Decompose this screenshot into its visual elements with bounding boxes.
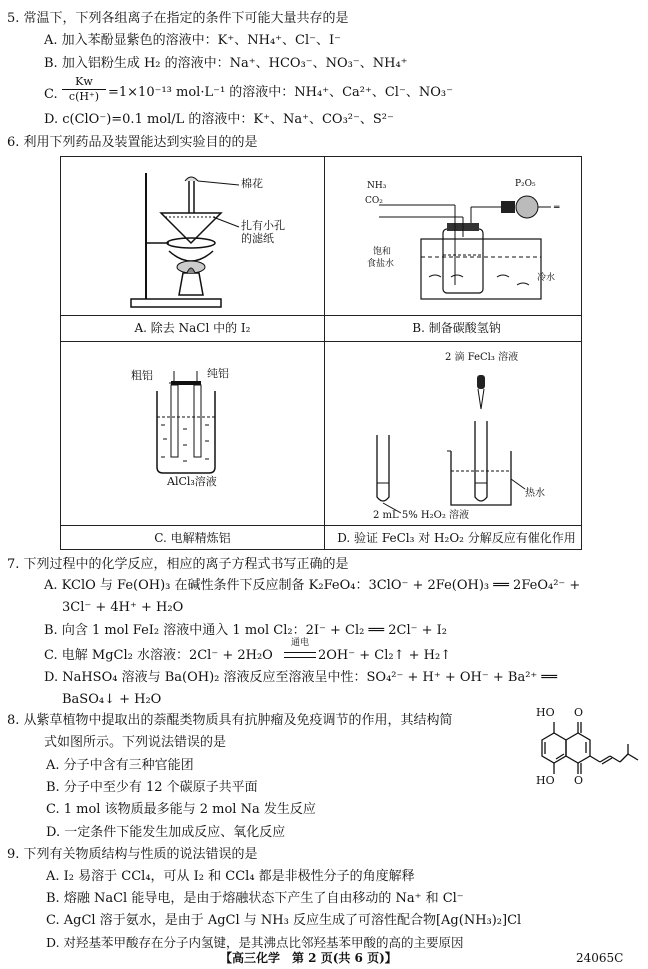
label-o-bottom: O (574, 774, 584, 787)
q7-option-c-left: C. 电解 MgCl₂ 水溶液：2Cl⁻ + 2H₂O (44, 648, 273, 663)
q7-electrolysis-condition: 通电 (290, 638, 309, 648)
q8-structure-formula (520, 704, 642, 824)
label-saturated: 饱和 (373, 247, 392, 257)
q8-option-c: C. 1 mol 该物质最多能与 2 mol Na 发生反应 (46, 802, 316, 817)
q8-stem-line1: 8. 从紫草植物中提取出的萘醌类物质具有抗肿瘤及免疫调节的作用，其结构简 (7, 713, 453, 728)
figure-d-catalysis (341, 347, 571, 522)
label-filter-paper-1: 扎有小孔 (241, 219, 285, 232)
q5-option-d: D. c(ClO⁻)=0.1 mol/L 的溶液中：K⁺、Na⁺、CO₃²⁻、S²⁻ (44, 112, 394, 127)
q7-option-c-right: 2OH⁻ + Cl₂↑ + H₂↑ (318, 648, 452, 663)
label-hot-water: 热水 (525, 488, 545, 499)
q7-equation-arrow (284, 652, 316, 658)
q7-option-d-line2: BaSO₄↓ + H₂O (62, 692, 162, 707)
label-crude-aluminum: 粗铝 (131, 369, 153, 382)
q7-option-d-line1: D. NaHSO₄ 溶液与 Ba(OH)₂ 溶液反应至溶液呈中性：SO₄²⁻ + H⁺ + OH⁻ + Ba²⁺ ══ (44, 670, 558, 685)
table-divider (61, 525, 581, 526)
label-alcl3-solution: AlCl₃溶液 (167, 475, 217, 488)
label-p2o5: P₂O₅ (515, 179, 536, 189)
label-cold-water: 冷水 (537, 273, 556, 283)
q6-caption-a: A. 除去 NaCl 中的 I₂ (134, 321, 251, 335)
q6-caption-c: C. 电解精炼铝 (154, 531, 231, 545)
label-h2o2-solution: 2 mL 5% H₂O₂ 溶液 (373, 510, 470, 521)
figure-a-sublimation (101, 163, 301, 313)
q5-frac-denominator: c(H⁺) (68, 90, 100, 103)
q9-stem: 9. 下列有关物质结构与性质的说法错误的是 (7, 847, 258, 862)
label-nh3: NH₃ (367, 181, 387, 191)
q5-stem: 5. 常温下，下列各组离子在指定的条件下可能大量共存的是 (7, 11, 349, 26)
label-ho-bottom: HO (536, 774, 555, 787)
electrolysis-cell-drawing (121, 367, 281, 487)
q5-option-b: B. 加入铝粉生成 H₂ 的溶液中：Na⁺、HCO₃⁻、NO₃⁻、NH₄⁺ (44, 56, 408, 71)
label-o-top: O (574, 706, 584, 719)
q7-option-a-line2: 3Cl⁻ + 4H⁺ + H₂O (62, 600, 184, 615)
q8-stem-line2: 式如图所示。下列说法错误的是 (44, 735, 227, 750)
q8-option-d: D. 一定条件下能发生加成反应、氧化反应 (46, 825, 286, 840)
svg-text:═: ═ (554, 203, 560, 213)
q5-option-c-prefix: C. (44, 87, 58, 102)
q9-option-b: B. 熔融 NaCl 能导电，是由于熔融状态下产生了自由移动的 Na⁺ 和 Cl⁻ (46, 891, 464, 906)
figure-b-nahco3 (351, 177, 571, 312)
figure-c-electrolysis (121, 367, 281, 487)
label-co2: CO₂ (365, 196, 383, 206)
q9-option-a: A. I₂ 易溶于 CCl₄，可从 I₂ 和 CCl₄ 都是非极性分子的角度解释 (46, 869, 415, 884)
page-footer: 【高三化学 第 2 页(共 6 页)】 (220, 951, 397, 965)
table-divider (61, 341, 581, 342)
q8-option-b: B. 分子中至少有 12 个碳原子共平面 (46, 780, 258, 795)
nahco3-apparatus-drawing (351, 177, 571, 312)
table-divider-vertical (324, 157, 325, 549)
figure-a-leader-lines (101, 163, 301, 313)
q5-option-a: A. 加入苯酚显紫色的溶液中：K⁺、NH₄⁺、Cl⁻、I⁻ (44, 33, 341, 48)
q6-stem: 6. 利用下列药品及装置能达到实验目的的是 (7, 135, 258, 150)
label-pure-aluminum: 纯铝 (207, 367, 229, 380)
q6-caption-b: B. 制备碳酸氢钠 (412, 321, 501, 335)
label-brine: 食盐水 (367, 259, 395, 269)
q6-caption-d: D. 验证 FeCl₃ 对 H₂O₂ 分解反应有催化作用 (337, 531, 576, 545)
q5-frac-numerator: Kw (75, 75, 93, 88)
q7-stem: 7. 下列过程中的化学反应，相应的离子方程式书写正确的是 (7, 557, 349, 572)
label-cotton: 棉花 (241, 177, 263, 190)
q5-option-c-rest: =1×10⁻¹³ mol·L⁻¹ 的溶液中：NH₄⁺、Ca²⁺、Cl⁻、NO₃⁻ (108, 85, 453, 100)
q9-option-c: C. AgCl 溶于氨水，是由于 AgCl 与 NH₃ 反应生成了可溶性配合物[Ag(NH₃)₂]Cl (46, 913, 522, 928)
q6-figure-table (60, 156, 582, 550)
table-divider (61, 315, 581, 316)
q7-option-a-line1: A. KClO 与 Fe(OH)₃ 在碱性条件下反应制备 K₂FeO₄：3ClO⁻ + 2Fe(OH)₃ ══ 2FeO₄²⁻ + (44, 578, 581, 593)
q8-option-a: A. 分子中含有三种官能团 (46, 758, 194, 773)
label-filter-paper-2: 的滤纸 (241, 232, 274, 245)
q7-option-b: B. 向含 1 mol FeI₂ 溶液中通入 1 mol Cl₂：2I⁻ + Cl₂ ══ 2Cl⁻ + I₂ (44, 623, 447, 638)
naphthoquinone-skeleton (520, 704, 642, 824)
label-ho-top: HO (536, 706, 555, 719)
q9-option-d: D. 对羟基苯甲酸存在分子内氢键，是其沸点比邻羟基苯甲酸的高的主要原因 (46, 935, 464, 950)
label-fecl3-drops: 2 滴 FeCl₃ 溶液 (445, 352, 519, 363)
exam-code: 24065C (576, 951, 624, 965)
